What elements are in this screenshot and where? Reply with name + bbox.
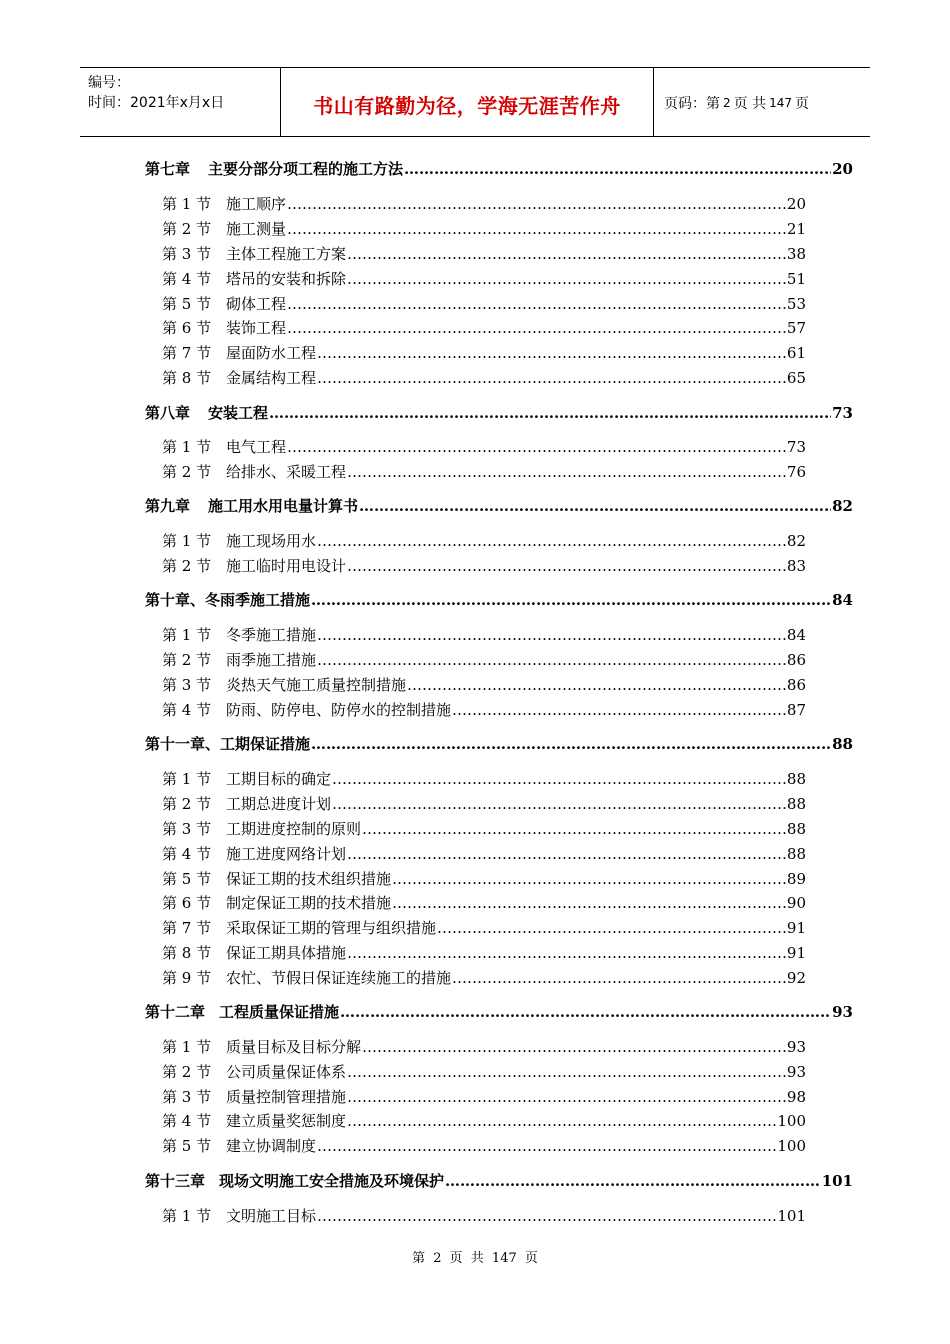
header-motto: 书山有路勤为径，学海无涯苦作舟 xyxy=(281,68,654,136)
toc-number: 第 2 节 xyxy=(162,557,212,575)
toc-number: 第 8 节 xyxy=(162,369,212,387)
toc-number: 第 5 节 xyxy=(162,1137,212,1155)
toc-number: 第 2 节 xyxy=(162,795,212,813)
toc-title: 建立协调制度 xyxy=(226,1137,317,1155)
toc-title: 质量控制管理措施 xyxy=(226,1088,347,1106)
toc-number: 第 2 节 xyxy=(162,1063,212,1081)
toc-leader-dots xyxy=(347,845,786,863)
toc-number: 第十二章 xyxy=(145,1003,206,1021)
toc-section-row[interactable] xyxy=(162,699,806,720)
toc-leader-dots xyxy=(347,1112,776,1130)
toc-title: 公司质量保证体系 xyxy=(226,1063,347,1081)
toc-chapter-row[interactable] xyxy=(145,1170,853,1191)
toc-page-number: 65 xyxy=(786,369,806,387)
toc-title: 现场文明施工安全措施及环境保护 xyxy=(219,1172,445,1190)
toc-title: 施工顺序 xyxy=(226,195,287,213)
time-label: 时间：2021年x月x日 xyxy=(88,95,225,111)
toc-number: 第 4 节 xyxy=(162,701,212,719)
toc-number: 第 6 节 xyxy=(162,319,212,337)
toc-page-number: 90 xyxy=(786,894,806,912)
toc-number: 第十章、 xyxy=(145,591,206,609)
toc-section-row[interactable] xyxy=(162,1061,806,1082)
toc-number: 第 3 节 xyxy=(162,676,212,694)
toc-page-number: 73 xyxy=(832,404,853,422)
toc-leader-dots xyxy=(332,795,786,813)
toc-section-row[interactable] xyxy=(162,967,806,988)
toc-leader-dots xyxy=(340,1003,831,1021)
toc-page-number: 20 xyxy=(832,160,853,178)
toc-number: 第 5 节 xyxy=(162,870,212,888)
toc-title: 防雨、防停电、防停水的控制措施 xyxy=(226,701,452,719)
toc-page-number: 82 xyxy=(786,532,806,550)
page-current: 2 xyxy=(723,96,731,110)
toc-number: 第八章 xyxy=(145,404,191,422)
toc-number: 第九章 xyxy=(145,497,191,515)
toc-section-row[interactable] xyxy=(162,793,806,814)
toc-page-number: 91 xyxy=(786,944,806,962)
toc-page-number: 76 xyxy=(786,463,806,481)
toc-section-row[interactable] xyxy=(162,649,806,670)
toc-leader-dots xyxy=(317,344,786,362)
toc-leader-dots xyxy=(287,295,786,313)
toc-leader-dots xyxy=(359,497,831,515)
toc-section-row[interactable] xyxy=(162,917,806,938)
toc-section-row[interactable] xyxy=(162,555,806,576)
toc-section-row[interactable] xyxy=(162,268,806,289)
toc-leader-dots xyxy=(317,1137,776,1155)
toc-page-number: 88 xyxy=(786,795,806,813)
toc-page-number: 92 xyxy=(786,969,806,987)
page-suffix: 页 xyxy=(795,96,809,112)
toc-number: 第 8 节 xyxy=(162,944,212,962)
toc-leader-dots xyxy=(347,245,786,263)
toc-number: 第 7 节 xyxy=(162,919,212,937)
toc-page-number: 88 xyxy=(786,770,806,788)
toc-page-number: 100 xyxy=(777,1112,806,1130)
page-total: 147 xyxy=(769,96,792,110)
toc-page-number: 98 xyxy=(786,1088,806,1106)
toc-title: 工期总进度计划 xyxy=(226,795,332,813)
toc-number: 第 3 节 xyxy=(162,245,212,263)
toc-number: 第 1 节 xyxy=(162,1207,212,1225)
toc-page-number: 84 xyxy=(786,626,806,644)
toc-leader-dots xyxy=(362,820,786,838)
toc-section-row[interactable] xyxy=(162,293,806,314)
toc-title: 装饰工程 xyxy=(226,319,287,337)
toc-leader-dots xyxy=(311,735,831,753)
toc-title: 冬季施工措施 xyxy=(226,626,317,644)
toc-page-number: 53 xyxy=(786,295,806,313)
toc-section-row[interactable] xyxy=(162,1086,806,1107)
toc-leader-dots xyxy=(445,1172,821,1190)
toc-leader-dots xyxy=(392,894,786,912)
toc-title: 施工现场用水 xyxy=(226,532,317,550)
toc-page-number: 20 xyxy=(786,195,806,213)
toc-section-row[interactable] xyxy=(162,193,806,214)
toc-page-number: 57 xyxy=(786,319,806,337)
toc-section-row[interactable] xyxy=(162,818,806,839)
toc-leader-dots xyxy=(287,319,786,337)
toc-page-number: 82 xyxy=(832,497,853,515)
toc-number: 第 9 节 xyxy=(162,969,212,987)
toc-page-number: 21 xyxy=(786,220,806,238)
toc-leader-dots xyxy=(317,532,786,550)
toc-leader-dots xyxy=(392,870,786,888)
toc-number: 第十一章、 xyxy=(145,735,221,753)
toc-title: 炎热天气施工质量控制措施 xyxy=(226,676,407,694)
toc-number: 第 7 节 xyxy=(162,344,212,362)
toc-leader-dots xyxy=(347,557,786,575)
toc-leader-dots xyxy=(347,463,786,481)
toc-title: 主要分部分项工程的施工方法 xyxy=(208,160,404,178)
toc-title: 给排水、采暖工程 xyxy=(226,463,347,481)
toc-leader-dots xyxy=(317,626,786,644)
toc-leader-dots xyxy=(317,1207,776,1225)
toc-page-number: 83 xyxy=(786,557,806,575)
toc-chapter-row[interactable] xyxy=(145,158,853,179)
toc-title: 工期目标的确定 xyxy=(226,770,332,788)
toc-number: 第 4 节 xyxy=(162,270,212,288)
toc-page-number: 86 xyxy=(786,651,806,669)
toc-section-row[interactable] xyxy=(162,1135,806,1156)
toc-page-number: 88 xyxy=(832,735,853,753)
toc-page-number: 87 xyxy=(786,701,806,719)
toc-title: 工期进度控制的原则 xyxy=(226,820,362,838)
toc-page-number: 100 xyxy=(777,1137,806,1155)
toc-page-number: 84 xyxy=(832,591,853,609)
toc-number: 第 1 节 xyxy=(162,195,212,213)
toc-title: 质量目标及目标分解 xyxy=(226,1038,362,1056)
toc-number: 第 1 节 xyxy=(162,438,212,456)
toc-page-number: 93 xyxy=(786,1063,806,1081)
toc-number: 第 1 节 xyxy=(162,532,212,550)
toc-number: 第 5 节 xyxy=(162,295,212,313)
toc-page-number: 51 xyxy=(786,270,806,288)
toc-leader-dots xyxy=(404,160,831,178)
toc-title: 施工测量 xyxy=(226,220,287,238)
toc-title: 文明施工目标 xyxy=(226,1207,317,1225)
toc-title: 工程质量保证措施 xyxy=(219,1003,340,1021)
toc-number: 第 1 节 xyxy=(162,1038,212,1056)
toc-page-number: 91 xyxy=(786,919,806,937)
toc-title: 采取保证工期的管理与组织措施 xyxy=(226,919,437,937)
toc-leader-dots xyxy=(437,919,786,937)
toc-number: 第 3 节 xyxy=(162,820,212,838)
toc-number: 第 2 节 xyxy=(162,463,212,481)
toc-section-row[interactable] xyxy=(162,436,806,457)
toc-leader-dots xyxy=(347,1088,786,1106)
toc-page-number: 93 xyxy=(832,1003,853,1021)
toc-number: 第 3 节 xyxy=(162,1088,212,1106)
toc-section-row[interactable] xyxy=(162,342,806,363)
toc-title: 施工临时用电设计 xyxy=(226,557,347,575)
toc-leader-dots xyxy=(347,944,786,962)
toc-number: 第 4 节 xyxy=(162,1112,212,1130)
toc-title: 砌体工程 xyxy=(226,295,287,313)
toc-page-number: 61 xyxy=(786,344,806,362)
toc-leader-dots xyxy=(287,220,786,238)
toc-leader-dots xyxy=(287,195,786,213)
toc-title: 保证工期的技术组织措施 xyxy=(226,870,392,888)
toc-section-row[interactable] xyxy=(162,243,806,264)
toc-title: 雨季施工措施 xyxy=(226,651,317,669)
toc-number: 第 1 节 xyxy=(162,770,212,788)
toc-leader-dots xyxy=(452,701,786,719)
toc-leader-dots xyxy=(332,770,786,788)
toc-page-number: 86 xyxy=(786,676,806,694)
toc-section-row[interactable] xyxy=(162,843,806,864)
toc-number: 第 6 节 xyxy=(162,894,212,912)
toc-page-number: 73 xyxy=(786,438,806,456)
code-label: 编号： xyxy=(88,75,130,91)
toc-section-row[interactable] xyxy=(162,461,806,482)
toc-chapter-row[interactable] xyxy=(145,1001,853,1022)
toc-section-row[interactable] xyxy=(162,868,806,889)
toc-title: 屋面防水工程 xyxy=(226,344,317,362)
toc-chapter-row[interactable] xyxy=(145,495,853,516)
toc-section-row[interactable] xyxy=(162,218,806,239)
toc-section-row[interactable] xyxy=(162,1036,806,1057)
page-header xyxy=(80,67,870,137)
toc-leader-dots xyxy=(269,404,831,422)
toc-title: 农忙、节假日保证连续施工的措施 xyxy=(226,969,452,987)
toc-number: 第 4 节 xyxy=(162,845,212,863)
toc-section-row[interactable] xyxy=(162,530,806,551)
toc-title: 金属结构工程 xyxy=(226,369,317,387)
toc-title: 主体工程施工方案 xyxy=(226,245,347,263)
toc-title: 建立质量奖惩制度 xyxy=(226,1112,347,1130)
toc-title: 塔吊的安装和拆除 xyxy=(226,270,347,288)
toc-section-row[interactable] xyxy=(162,1205,806,1226)
page-mid: 页 共 xyxy=(733,96,767,112)
toc-page-number: 93 xyxy=(786,1038,806,1056)
header-page-info xyxy=(654,68,870,136)
header-meta xyxy=(80,68,281,136)
toc-page-number: 38 xyxy=(786,245,806,263)
toc-number: 第 2 节 xyxy=(162,651,212,669)
toc-title: 施工用水用电量计算书 xyxy=(208,497,359,515)
toc-title: 制定保证工期的技术措施 xyxy=(226,894,392,912)
page-footer: 第 2 页 共 147 页 xyxy=(412,1251,538,1266)
page-prefix: 页码：第 xyxy=(664,96,720,112)
toc-leader-dots xyxy=(311,591,831,609)
toc-section-row[interactable] xyxy=(162,624,806,645)
toc-title: 冬雨季施工措施 xyxy=(205,591,311,609)
toc-chapter-row[interactable] xyxy=(145,733,853,754)
toc-number: 第 2 节 xyxy=(162,220,212,238)
toc-section-row[interactable] xyxy=(162,317,806,338)
toc-leader-dots xyxy=(287,438,786,456)
toc-leader-dots xyxy=(452,969,786,987)
toc-leader-dots xyxy=(317,369,786,387)
toc-section-row[interactable] xyxy=(162,674,806,695)
toc-title: 工期保证措施 xyxy=(220,735,311,753)
toc-page-number: 89 xyxy=(786,870,806,888)
toc-leader-dots xyxy=(317,651,786,669)
toc-title: 施工进度网络计划 xyxy=(226,845,347,863)
toc-number: 第七章 xyxy=(145,160,191,178)
toc-title: 电气工程 xyxy=(226,438,287,456)
toc-section-row[interactable] xyxy=(162,768,806,789)
toc-page-number: 101 xyxy=(777,1207,806,1225)
toc-number: 第 1 节 xyxy=(162,626,212,644)
toc-title: 保证工期具体措施 xyxy=(226,944,347,962)
toc-page-number: 101 xyxy=(821,1172,853,1190)
toc-section-row[interactable] xyxy=(162,942,806,963)
toc-section-row[interactable] xyxy=(162,892,806,913)
toc-page-number: 88 xyxy=(786,820,806,838)
toc-leader-dots xyxy=(407,676,786,694)
toc-chapter-row[interactable] xyxy=(145,589,853,610)
toc-section-row[interactable] xyxy=(162,1110,806,1131)
toc-number: 第十三章 xyxy=(145,1172,206,1190)
toc-title: 安装工程 xyxy=(208,404,269,422)
toc-leader-dots xyxy=(347,270,786,288)
toc-leader-dots xyxy=(362,1038,786,1056)
toc-leader-dots xyxy=(347,1063,786,1081)
toc-section-row[interactable] xyxy=(162,367,806,388)
toc-page-number: 88 xyxy=(786,845,806,863)
toc-chapter-row[interactable] xyxy=(145,402,853,423)
